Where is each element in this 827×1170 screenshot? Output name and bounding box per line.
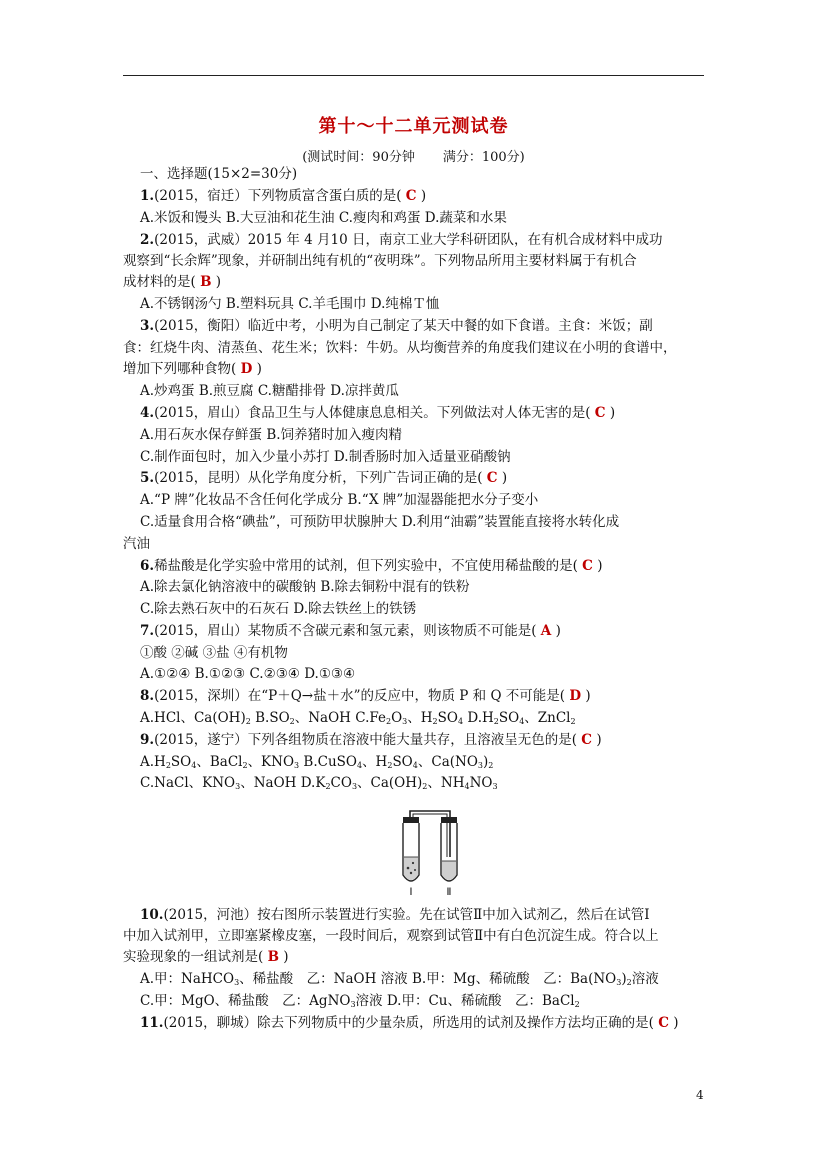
question-5-options-ab: A.“P 牌”化妆品不含任何化学成分 B.“X 牌”加湿器能把水分子变小 — [140, 492, 539, 508]
question-10-options-ab: A.甲：NaHCO$_3$、稀盐酸 乙：NaOH 溶液 B.甲：Mg、稀硫酸 乙：$Ba(NO_3)_2$溶液 — [140, 971, 659, 987]
question-5-options-cd: C.适量食用合格“碘盐”，可预防甲状腺肿大 D.利用“油霸”装置能直接将水转化成 — [140, 514, 620, 530]
answer-9: C — [581, 732, 593, 748]
answer-5: C — [486, 470, 498, 486]
answer-1: C — [405, 188, 417, 204]
question-1-options: A.米饭和馒头 B.大豆油和花生油 C.瘦肉和鸡蛋 D.蔬菜和水果 — [140, 210, 507, 226]
full-score: 满分：100分) — [442, 150, 525, 165]
question-4-options-cd: C.制作面包时，加入少量小苏打 D.制香肠时加入适量亚硝酸钠 — [140, 449, 511, 465]
answer-10: B — [267, 949, 279, 965]
question-5-options-cd-cont: 汽油 — [123, 536, 150, 552]
question-2-line-3: 成材料的是( B ) — [123, 274, 222, 290]
answer-6: C — [582, 558, 593, 574]
question-8-options: A.HCl、$Ca(OH)_2$ $B.SO_2$、NaOH $C.Fe_2O_3$、$H_2SO_4$ $D.H_2SO_4$、ZnCl$_2$ — [140, 710, 576, 726]
question-10-line-2: 中加入试剂甲，立即塞紧橡皮塞，一段时间后，观察到试管Ⅱ中有白色沉淀生成。符合以上 — [123, 928, 659, 944]
question-6: 6.稀盐酸是化学实验中常用的试剂，但下列实验中，不宜使用稀盐酸的是( C ) — [140, 558, 603, 574]
question-1: 1.(2015，宿迁）下列物质富含蛋白质的是( C ) — [140, 188, 427, 204]
question-9-options-cd: C.NaCl、$KNO_3$、NaOH $D.K_2CO_3$、$Ca(OH)_2$、$NH_4NO_3$ — [140, 775, 498, 791]
question-4-options-ab: A.用石灰水保存鲜蛋 B.饲养猪时加入瘦肉精 — [140, 427, 403, 443]
question-2-line-2: 观察到“长余辉”现象，并研制出纯有机的“夜明珠”。下列物品所用主要材料属于有机合 — [123, 253, 637, 269]
question-3-line-3: 增加下列哪种食物( D ) — [123, 361, 262, 377]
question-6-options-ab: A.除去氯化钠溶液中的碳酸钠 B.除去铜粉中混有的铁粉 — [140, 579, 470, 595]
question-2: 2.(2015，武威）2015 年 4 月10 日，南京工业大学科研团队，在有机合成材料中成功 — [140, 232, 663, 248]
page-number: 4 — [696, 1088, 704, 1102]
question-7: 7.(2015，眉山）某物质不含碳元素和氢元素，则该物质不可能是( A ) — [140, 623, 561, 639]
question-10-line-3: 实验现象的一组试剂是( B ) — [123, 949, 289, 965]
answer-2: B — [200, 274, 212, 290]
question-10-options-cd: C.甲：MgO、稀盐酸 乙：AgNO$_3$溶液 D.甲：Cu、稀硫酸 乙：BaCl$_2$ — [140, 993, 580, 1009]
question-9-options-ab: $A.H_2SO_4$、BaCl$_2$、$KNO_3$ B.CuSO$_4$、$H_2SO_4$、$Ca(NO_3)_2$ — [140, 754, 494, 770]
question-3-options: A.炒鸡蛋 B.煎豆腐 C.糖醋排骨 D.凉拌黄瓜 — [140, 383, 399, 399]
answer-3: D — [240, 361, 253, 377]
question-2-options: A.不锈钢汤勺 B.塑料玩具 C.羊毛围巾 D.纯棉Ｔ恤 — [140, 296, 440, 312]
answer-4: C — [594, 405, 606, 421]
question-4: 4.(2015，眉山）食品卫生与人体健康息息相关。下列做法对人体无害的是( C ) — [140, 405, 616, 421]
tube-2-label: Ⅱ — [446, 887, 452, 897]
question-7-options: A.①②④ B.①②③ C.②③④ D.①③④ — [140, 666, 356, 682]
question-8: 8.(2015，深圳）在“P＋Q→盐＋水”的反应中，物质 P 和 Q 不可能是( D ) — [140, 688, 591, 704]
section-heading: 一、选择题(15×2=30分) — [140, 166, 298, 182]
answer-7: A — [540, 623, 552, 639]
tube-1-label: Ⅰ — [409, 887, 413, 897]
answer-8: D — [569, 688, 582, 704]
page-title: 第十～十二单元测试卷 — [318, 116, 509, 137]
question-6-options-cd: C.除去熟石灰中的石灰石 D.除去铁丝上的铁锈 — [140, 601, 417, 617]
test-tube-apparatus-figure — [393, 805, 473, 897]
test-info — [0, 146, 827, 165]
question-9: 9.(2015，遂宁）下列各组物质在溶液中能大量共存，且溶液呈无色的是( C ) — [140, 732, 602, 748]
header-rule — [123, 75, 704, 76]
question-3-line-2: 食：红烧牛肉、清蒸鱼、花生米；饮料：牛奶。从均衡营养的角度我们建议在小明的食谱中， — [123, 340, 677, 356]
question-10: 10.(2015，河池）按右图所示装置进行实验。先在试管Ⅱ中加入试剂乙，然后在试管Ⅰ — [140, 907, 650, 923]
question-11: 11.(2015，聊城）除去下列物质中的少量杂质，所选用的试剂及操作方法均正确的是( C ) — [140, 1015, 679, 1031]
question-5: 5.(2015，昆明）从化学角度分析，下列广告词正确的是( C ) — [140, 470, 508, 486]
test-time: (测试时间：90分钟 — [302, 150, 415, 165]
answer-11: C — [658, 1015, 669, 1031]
question-7-items: ①酸 ②碱 ③盐 ④有机物 — [140, 645, 288, 661]
question-3: 3.(2015，衡阳）临近中考，小明为自己制定了某天中餐的如下食谱。主食：米饭；副 — [140, 318, 653, 334]
